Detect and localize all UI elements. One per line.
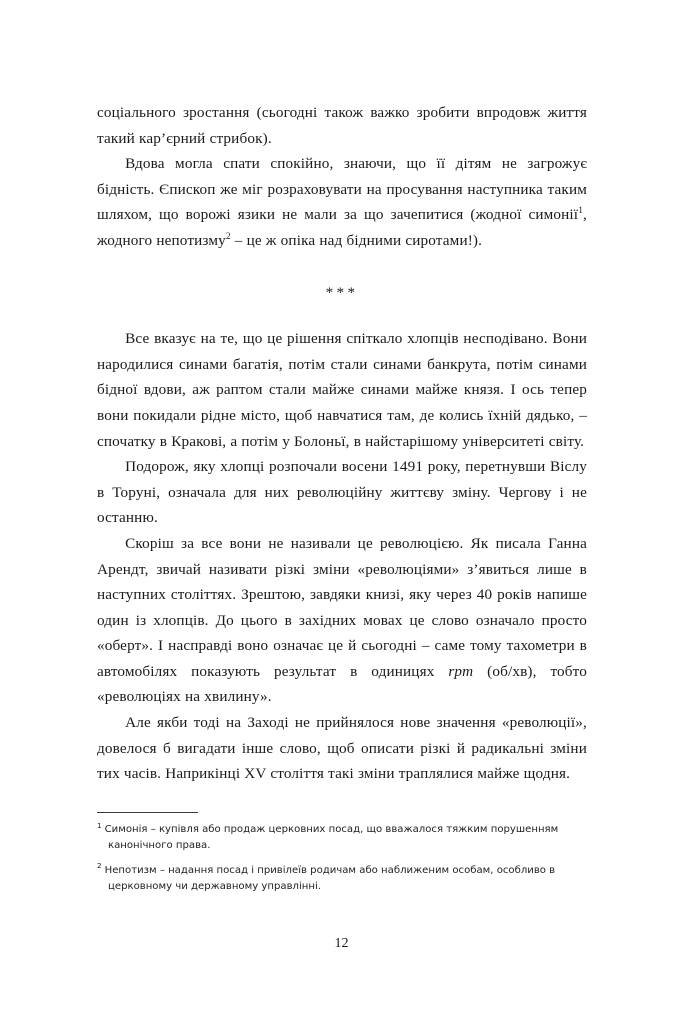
footnote-list (97, 822, 592, 896)
footnote-marker: 1 (97, 820, 102, 830)
footnote-marker: 2 (97, 861, 102, 871)
paragraph-par-west: Але якби тоді на Заході не прийнялося нове значення «революції», довелося б вигадати інше слово, щоб описати різкі й радикальні зміни тих часів. Наприкінці XV століття такі зміни траплялися майже щодня. (97, 714, 587, 783)
section-divider: *** (325, 283, 359, 301)
page-number: 12 (334, 936, 349, 951)
paragraph-par-revolution: Скоріш за все вони не називали це революцією. Як писала Ганна Арендт, звичай називати різкі зміни «революціями» з’явиться лише в наступних століттях. Зрештою, завдяки книзі, яку через 40 років напише один із хлопців. До цього в західних мовах це слово означало просто «оберт». І насправді воно означає це й сьогодні – саме тому тахометри в автомобілях показують результат в одиницях rpm (об/хв), тобто «революціях на хвилину». (97, 534, 587, 706)
body-text-column (97, 100, 587, 787)
paragraph-par-widow: Вдова могла спати спокійно, знаючи, що її дітям не загрожує бідність. Єпископ же міг розраховувати на просування наступника таким шляхом, що ворожі язики не мали за що зачепитися (жодної симонії$^1$, жодного непотизму$^2$ – це ж опіка над бідними сиротами!). (97, 155, 587, 249)
footnote-reference[interactable]: 2 (225, 231, 231, 242)
footnote-separator-rule (97, 812, 198, 813)
italic-term: rpm (448, 662, 474, 680)
footnote-reference[interactable]: 1 (578, 206, 584, 217)
footnote-text: Непотизм – надання посад і привілеїв родичам або наближеним особам, особливо в церковному чи державному управлінні. (104, 864, 556, 893)
footnote-item (97, 822, 592, 855)
paragraph-par-journey: Подорож, яку хлопці розпочали восени 1491 року, перетнувши Віслу в Торуні, означала для них революційну життєву зміну. Чергову і не останню. (97, 458, 587, 527)
paragraph-par-social-growth: соціального зростання (сьогодні також важко зробити впродовж життя такий кар’єрний стрибок). (97, 104, 587, 147)
footnote-item (97, 863, 592, 896)
body-paragraphs-after-divider (97, 326, 587, 787)
body-paragraphs-before-divider (97, 100, 587, 254)
footnote-text: Симонія – купівля або продаж церковних посад, що вважалося тяжким порушенням канонічного права. (104, 824, 559, 852)
footnotes-block (97, 812, 592, 896)
paragraph-par-unexpected: Все вказує на те, що це рішення спіткало хлопців несподівано. Вони народилися синами багатія, потім стали синами банкрута, потім синами бідної вдови, аж раптом стали майже синами майже князя. І ось тепер вони покидали рідне місто, щоб навчатися там, де колись їхній дядько, – спочатку в Кракові, а потім у Болоньї, в найстарішому університеті світу. (97, 330, 587, 450)
